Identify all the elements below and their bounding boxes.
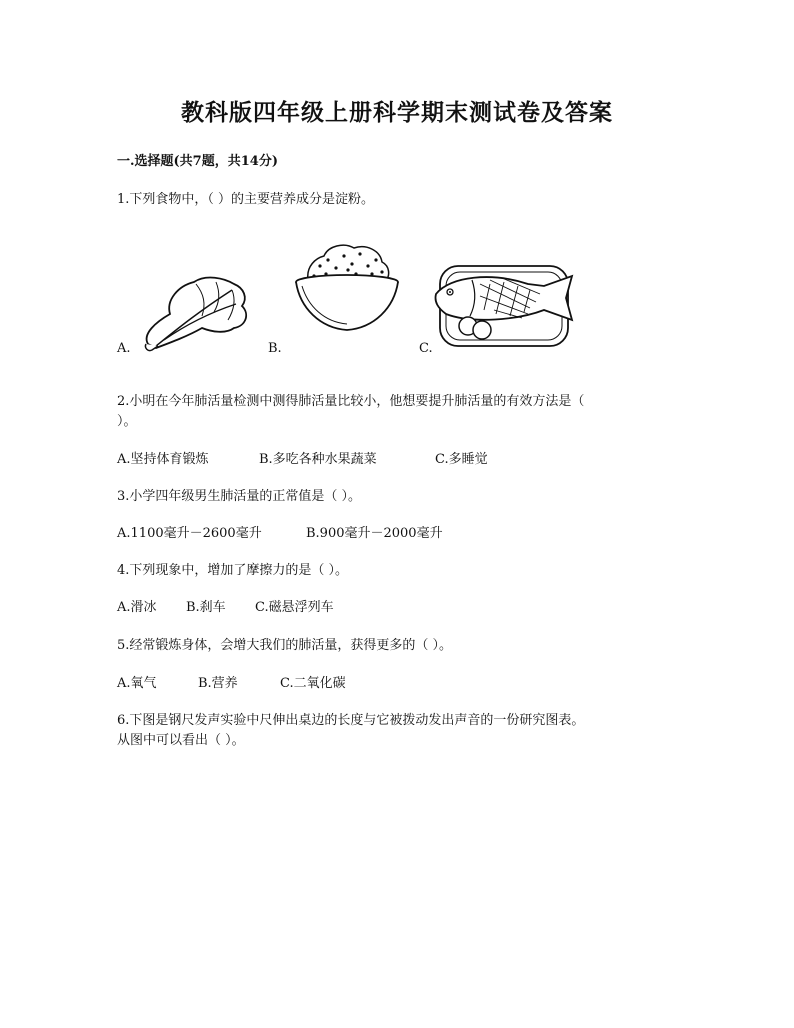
- option-a[interactable]: A.氧气: [117, 676, 157, 691]
- question-2-line-2: ）。: [117, 414, 137, 429]
- question-2-line-1: 2.小明在今年肺活量检测中测得肺活量比较小，他想要提升肺活量的有效方法是（: [117, 394, 585, 409]
- question-2-options: [117, 450, 488, 470]
- question-3-options: [117, 524, 443, 544]
- question-5-text: 5.经常锻炼身体，会增大我们的肺活量，获得更多的（ ）。: [117, 638, 453, 653]
- page-title: 教科版四年级上册科学期末测试卷及答案: [181, 99, 613, 126]
- question-4-options: [117, 598, 334, 618]
- question-3-text: 3.小学四年级男生肺活量的正常值是（ ）。: [117, 489, 362, 504]
- option-c[interactable]: C.多睡觉: [435, 452, 488, 467]
- option-b[interactable]: B.900毫升－2000毫升: [306, 526, 443, 541]
- cabbage-icon: [136, 270, 254, 352]
- question-1: [117, 190, 374, 210]
- question-1-text: 1.下列食物中，（ ）的主要营养成分是淀粉。: [117, 192, 375, 207]
- fish-plate-icon: [432, 262, 576, 350]
- option-b-label: B.: [268, 341, 282, 356]
- option-c-label: C.: [419, 341, 433, 356]
- option-b[interactable]: B.多吃各种水果蔬菜: [259, 452, 377, 467]
- question-5: [117, 636, 452, 656]
- rice-bowl-icon: [292, 240, 402, 336]
- option-a-label: A.: [117, 341, 131, 356]
- option-a[interactable]: A.坚持体育锻炼: [117, 452, 209, 467]
- question-6-line-2: 从图中可以看出（ ）。: [117, 733, 245, 748]
- question-6: [117, 711, 584, 751]
- question-3: [117, 487, 361, 507]
- question-4-text: 4.下列现象中，增加了摩擦力的是（ ）。: [117, 563, 349, 578]
- option-a[interactable]: A.1100毫升－2600毫升: [117, 526, 262, 541]
- option-a[interactable]: A.滑冰: [117, 600, 157, 615]
- question-2: [117, 392, 584, 432]
- option-b[interactable]: B.刹车: [186, 600, 226, 615]
- question-6-line-1: 6.下图是钢尺发声实验中尺伸出桌边的长度与它被拨动发出声音的一份研究图表。: [117, 713, 585, 728]
- option-c[interactable]: C.磁悬浮列车: [255, 600, 334, 615]
- section-heading: 一.选择题(共7题，共14分): [117, 154, 278, 169]
- option-b[interactable]: B.营养: [198, 676, 238, 691]
- question-5-options: [117, 674, 346, 694]
- option-c[interactable]: C.二氧化碳: [280, 676, 346, 691]
- question-4: [117, 561, 348, 581]
